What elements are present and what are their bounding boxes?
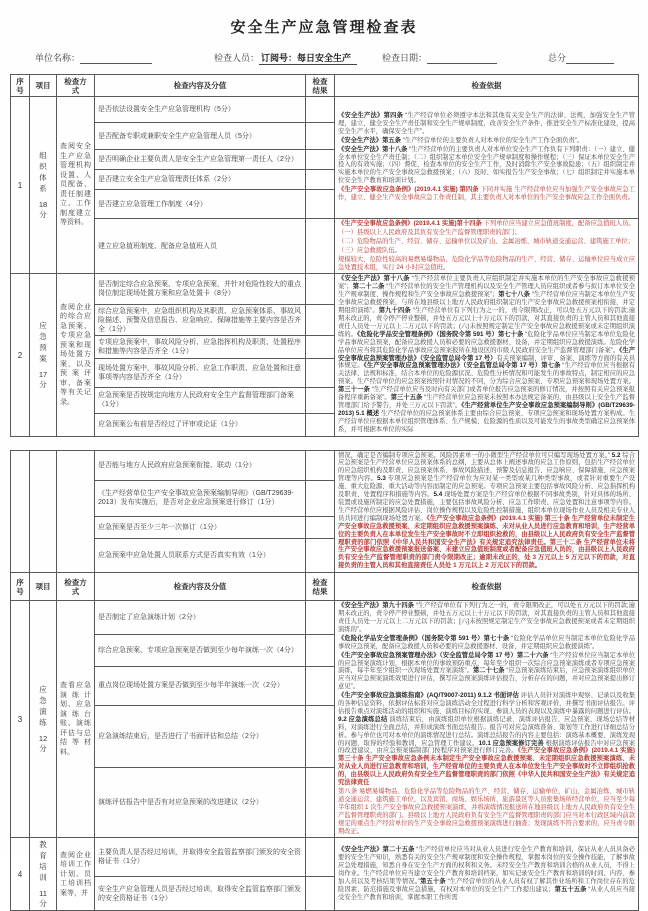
result-cell <box>306 359 335 388</box>
section4-method-cell: 查阅企业培训工作计划、员工培训档案等，并 <box>57 838 95 911</box>
col-header-basis: 检查依据 <box>335 75 639 97</box>
section2-method-cell: 查阅企业的综合应急预案、专项应急预案和现场处置方案，以及预案评审、备案等有关记录。 <box>57 274 95 436</box>
result-cell <box>306 305 335 336</box>
date-field <box>382 51 497 64</box>
check-item-cell: 重点岗位现场处置方案是否做到至少每半年演练一次（2分） <box>95 666 306 705</box>
date-blank <box>427 53 497 64</box>
unit-name-label: 单位名称： <box>35 53 81 63</box>
basis-cell-section3: 《安全生产法》第九十四条 “生产经营单位有下列行为之一的，责令限期改正，可以处五万元以下的罚款;逾期未改正的，责令停产停业整顿，并处五万元以上十万元以下的罚款，对其直接负责的主管人员和其他直接责任人员处一万元以上二万元以下的罚款；[六]未按照规定制定生产安全事故应急救援预案或者未定期组织演练的”。 《危险化学品安全管理条例》（国务院令第 591 号）第七十条 “危险化学品单位应当制定本单位危险化学品事故应急预案，配备应急救援人员和必要的应急救援器材、设备，并定期组织应急救援演练”。 《生产安全事故应急预案管理办法》（安全监管总局令第 17 号）第二十六条 “生产经营单位应当制定本单位的应急预案演练计划，根据本单位的事故预防重点，每年至少组织一次综合应急预案演练或者专项应急预案演练，每半年至少组织一次现场处置方案演练”。第二十七条 “应急预案演练结束后，应急预案演练组织单位应当对应急预案演练效果进行评估，撰写应急预案演练评估报告，分析存在的问题，并对应急预案提出修订意见”。 《生产安全事故应急演练指南》(AQ/T9007-2011) 9.1.2 书面评估 评估人员针对演练中观察、记录以及收集的各种信息资料，依据评估标准对应急演练活动全过程进行科学分析和客观评价，并撰写书面评估报告。评估报告重点对演练活动的组织和实施、演练目标的实现、参演人员的表现以及演练中暴露的问题进行评估。9.2 应急演练总结 演练结束后，由演练组织单位根据演练记录、演练评估报告、应急预案、现场总结等材料，对演练进行全面总结，并形成演练书面总结报告。报告可对应急演练准备、策划等工作进行详细总结分析。参与单位也可对本单位的演练情况进行总结。演练总结报告的内容主要包括：演练基本概要、演练发现的问题，取得的经验和教训，应急管理工作建议。10.1 应急预案修订完善 根据演练评估报告中对应急预案的改进建议，由应急预案编制部门按程序对预案进行修订完善。《生产安全事故应急条例》(2019.4.1 实施) 第三十条 生产安全事故应急条例未本制定生产安全事故应急救援预案、未定期组织应急救援预案演练、未对从业人员进行应急教育和培训，生产经营单位的主要负责人在本单位发生生产安全事故时不立即组织抢救的，由县级以上人民政府负有安全生产监督管理职责的部门依照《中华人民共和国安全生产法》有关规定追究法律责任 第八条 易燃易爆物品、危险化学品等危险物品的生产、经营、储存、运输单位，矿山、金属冶炼、城市轨道交通运营、建筑施工单位，以及宾馆、商场、娱乐场所、旅游景区等人员密集场所经营单位，应当至少每半年组织 1 次生产安全事故应急救援预案演练，并将演练情况报送所在地县级以上地方人民政府负有安全生产监督管理职责的部门。县级以上地方人民政府负有安全生产监督管理职责的部门应当对本行政区域内前款规定的重点生产经营单位的生产安全事故应急救援预案演练进行抽查；发现演练不符合要求的，应当责令限期改正。 <box>335 601 639 838</box>
result-cell <box>306 274 335 305</box>
check-item-cell: 《生产经营单位生产安全事故应急预案编制导则》（GB/T29639-2013）发布实施后，是否对企业应急预案进行修订（1分） <box>95 480 306 516</box>
check-item-cell: 应急演练结束后，是否进行了书面评估和总结（2分） <box>95 705 306 768</box>
result-cell <box>306 539 335 573</box>
result-cell <box>306 480 335 516</box>
section1-project-name: 组织体系 <box>39 151 47 194</box>
check-item-cell: 应急预案公布前是否经过了评审或论证（1分） <box>95 413 306 436</box>
result-cell <box>306 768 335 838</box>
check-item-cell: 专项应急预案中，事故风险分析、应急指挥机构及职责、处置程序和措施等内容是否齐全（1分） <box>95 336 306 359</box>
result-cell <box>306 190 335 219</box>
result-cell <box>306 219 335 274</box>
inspector-label: 检查人员： <box>214 53 260 63</box>
result-cell <box>306 123 335 150</box>
result-cell <box>306 150 335 170</box>
section3-number: 3 <box>11 601 30 838</box>
result-cell <box>306 877 335 911</box>
check-item-cell: 是否能与地方人民政府应急预案衔接、联动（1分） <box>95 450 306 480</box>
result-cell <box>306 705 335 768</box>
check-item-cell: 应急预案是否按规定向地方人民政府安全生产监督管理部门备案（1分） <box>95 387 306 413</box>
unit-name-field <box>35 51 152 64</box>
header-info-line <box>10 51 638 67</box>
check-item-cell: 主要负责人是否经过培训，并取得安全监管监察部门颁发的安全资格证书（1分） <box>95 838 306 877</box>
check-item-cell: 是否配备专职或兼职安全生产应急管理人员（5分） <box>95 123 306 150</box>
result-cell <box>306 170 335 190</box>
basis-cell-section1a: 《安全生产法》第四条 “生产经营单位必须遵守本法和其他有关安全生产的法律、法规，加强安全生产管理，建立、健全安全生产责任制和安全生产规章制度，改善安全生产条件，推进安全生产标准化建设，提高安全生产水平，确保安全生产”。 《安全生产法》第五条 “生产经营单位的主要负责人对本单位的安全生产工作全面负责”。 《安全生产法》第十八条 “生产经营单位的主要负责人对本单位安全生产工作负有下列职责：（一）建立、健全本单位安全生产责任制；（二）组织制定本单位安全生产规章制度和操作规程；（三）保证本单位安全生产投入的有效实施；（四）督促、检查本单位的安全生产工作，及时消除生产安全事故隐患；（五）组织制定并实施本单位的生产安全事故应急救援预案；（六）及时、如实报告生产安全事故；（七）组织制定并实施本单位安全生产教育和培训计划。 《生产安全事故应急条例》(2019.4.1 实施) 第四条 下同并实施 生产经营单位应当加强生产安全事故应急工作，建立、健全生产安全事故应急工作责任制，其主要负责人对本单位的生产安全事故应急工作全面负责。 <box>335 97 639 219</box>
col-header-content: 检查内容及分值 <box>95 573 306 601</box>
section2-project-name: 应急预案 <box>39 321 47 363</box>
table-header-row <box>11 75 639 97</box>
section3-project-name: 应急演练 <box>39 685 47 728</box>
check-item-cell: 演练评估报告中是否有对应急预案的改进建议（2分） <box>95 768 306 838</box>
continuation-project-cell <box>30 450 57 573</box>
table-row <box>11 219 639 274</box>
check-item-cell: 是否制定了应急演练计划（2分） <box>95 601 306 634</box>
section4-project-name: 教育培训 <box>39 840 47 883</box>
section1-project-cell <box>30 97 57 274</box>
page-title: 安全生产应急管理检查表 <box>230 19 418 36</box>
total-score-field <box>548 51 614 64</box>
result-cell <box>306 387 335 413</box>
col-header-item: 项目 <box>30 573 57 601</box>
section4-number: 4 <box>11 838 30 911</box>
result-cell <box>306 634 335 666</box>
table-row <box>11 97 639 123</box>
table-row <box>11 274 639 305</box>
unit-name-blank <box>80 53 152 64</box>
col-header-content: 检查内容及分值 <box>95 75 306 97</box>
result-cell <box>306 450 335 480</box>
check-item-cell: 综合应急预案中，应急组织机构及其职责、应急预案体系、事故风险描述、预警及信息报告、应急响应、保障措施等主要内容是否齐全（1分） <box>95 305 306 336</box>
total-score-blank <box>566 53 614 64</box>
result-cell <box>306 666 335 705</box>
table-row <box>11 838 639 877</box>
table-header-row-2 <box>11 573 639 601</box>
check-item-cell: 现场处置方案中，事故风险分析、应急工作职责、应急处置和注意事项等内容是否齐全（1分） <box>95 359 306 388</box>
col-header-basis: 检查依据 <box>335 573 639 601</box>
col-header-method: 检查方式 <box>57 573 95 601</box>
col-header-result: 检查结果 <box>306 75 335 97</box>
check-item-cell: 应急预案中应急处置人员联系方式是否真实有效（1分） <box>95 539 306 573</box>
date-label: 检查日期： <box>382 53 428 63</box>
col-header-method: 检查方式 <box>57 75 95 97</box>
inspector-value: 订阅号：每日安全生产 <box>259 53 357 65</box>
checklist-table-page2 <box>10 450 639 911</box>
total-score-label: 总分 <box>548 53 567 63</box>
basis-cell-section2-continued: 情况，确定是否编制专项应急预案。风险因素单一的小微型生产经营单位可只编写现场处置方案。” 5.2 综合应急预案是生产经营单位应急预案体系的总纲，主要从总体上阐述事故的应急工作原则，包括生产经营单位的应急组织机构及职责、应急预案体系、事故风险描述、预警及信息报告、应急响应、保障措施、应急预案管理等内容。5.3 专项应急预案是生产经营单位为应对某一类型或某几种类型事故，或者针对重要生产设施、重大危险源、重大活动等内容而制定的应急预案。专项应急预案主要包括事故风险分析、应急指挥机构及职责、处置程序和措施等内容。5.4 现场处置方案是生产经营单位根据不同事故类别，针对具体的场所、装置或设施所制定的应急处置措施，主要包括事故风险分析、应急工作职责、应急处置和注意事项等内容。生产经营单位应根据风险评估、岗位操作规程以及危险性控制措施，组织本单位现场作业人员及相关专业人员共同进行编制现场处置方案。《生产安全事故应急条例》(2019.4.1 实施) 第三十条 生产经营单位未制定生产安全事故应急救援预案、未定期组织应急救援预案演练、未对从业人员进行应急教育和培训，生产经营单位的主要负责人在本单位发生生产安全事故时不立即组织抢救的，由县级以上人民政府负有安全生产监督管理职责的部门依照《中华人民共和国安全生产法》有关规定追究法律责任。第三十二条 生产经营单位未将生产安全事故应急救援预案报送备案、未建立应急值班制度或者配备应急值班人员的，由县级以上人民政府负有安全生产监督管理职责的部门责令限期改正；逾期未改正的，处 3 万元以上 5 万元以下的罚款，对直接负责的主管人员和其他直接责任人员处 1 万元以上 2 万元以下的罚款。 <box>335 450 639 573</box>
section1-project-score: 18分 <box>38 200 48 220</box>
check-item-cell: 是否依法设置安全生产应急管理机构（5分） <box>95 97 306 123</box>
section4-project-score: 11分 <box>39 889 47 909</box>
check-item-cell: 安全生产应急管理人员是否经过培训，取得安全监管监察部门颁发的安全资格证书（1分） <box>95 877 306 911</box>
result-cell <box>306 97 335 123</box>
section4-project-cell <box>30 838 57 911</box>
col-header-no: 序号 <box>11 75 30 97</box>
result-cell <box>306 336 335 359</box>
section2-project-score: 17分 <box>38 370 48 389</box>
continuation-number-cell <box>11 450 30 573</box>
basis-cell-section4: 《安全生产法》第二十五条 “生产经营单位应当对从业人员进行安全生产教育和培训，保证从业人员具备必要的安全生产知识，熟悉有关的安全生产规章制度和安全操作规程，掌握本岗位的安全操作技能，了解事故应急处理措施，知悉自身在安全生产方面的权利和义务。未经安全生产教育和培训合格的从业人员，不得上岗作业。生产经营单位应当建立安全生产教育和培训档案，如实记录安全生产教育和培训的时间、内容、参加人员以及考核结果等情况。”第五十条 “生产经营单位的从业人员有权了解其作业场所和工作岗位存在的危险因素、防范措施及事故应急措施，有权对本单位的安全生产工作提出建议；第五十五条 “从业人员应当接受安全生产教育和培训，掌握本职工作所需 <box>335 838 639 911</box>
check-item-cell: 综合应急预案、专项应急预案是否做到至少每年演练一次（4分） <box>95 634 306 666</box>
result-cell <box>306 601 335 634</box>
checklist-table-page1 <box>10 74 639 437</box>
check-item-cell: 是否建立安全生产应急管理责任体系（2分） <box>95 170 306 190</box>
col-header-result: 检查结果 <box>306 573 335 601</box>
section3-method-cell: 查看应急演练计划、应急演练台账、演练评估与总结等材料。 <box>57 601 95 838</box>
section2-project-cell <box>30 274 57 436</box>
section3-project-cell <box>30 601 57 838</box>
check-item-cell: 建立应急值班制度、配备应急值班人员 <box>95 219 306 274</box>
section2-number: 2 <box>11 274 30 436</box>
check-item-cell: 是否建立应急管理工作制度（4分） <box>95 190 306 219</box>
section1-method-cell: 查阅安全生产应急管理机构设置、人员配备、责任制建立、工作制度建立等资料。 <box>57 97 95 274</box>
section3-project-score: 12分 <box>38 734 48 754</box>
result-cell <box>306 516 335 538</box>
check-item-cell: 是否制定综合应急预案、专项应急预案，并针对危险性较大的重点岗位制定现场处置方案和应急处置卡（8分） <box>95 274 306 305</box>
result-cell <box>306 838 335 877</box>
table-row <box>11 601 639 634</box>
check-item-cell: 应急预案是否至少三年一次修订（1分） <box>95 516 306 538</box>
basis-cell-section1b: 《生产安全事故应急条例》(2019.4.1 实施)第十四条 下列单位应当建立应急值班制度，配备应急值班人员。 （一）县级以上人民政府及其负有安全生产监督管理职责的部门； （二）危险物品的生产、经营、储存、运输单位以及矿山、金属冶炼、城市轨道交通运营、建筑施工单位； （三）应急救援队伍。 规模较大、危险性较高的易燃易爆物品、危险化学品等危险物品的生产、经营、储存、运输单位应当成立应急处置技术组，实行 24 小时应急值班。 <box>335 219 639 274</box>
check-item-cell: 是否明确企业主要负责人是安全生产应急管理第一责任人（2分） <box>95 150 306 170</box>
continuation-method-cell <box>57 450 95 573</box>
col-header-no: 序号 <box>11 573 30 601</box>
basis-cell-section2: 《安全生产法》第十八条 “生产经营单位主要负责人应组织制定并实施本单位的生产安全事故应急救援预案”；第二十二条 “生产经营单位的安全生产管理机构以及安全生产管理人员应组织或者参与拟订本单位安全生产规章制度、操作规程和生产安全事故应急救援预案”；第七十八条 “生产经营单位应当制定本单位生产安全事故应急救援预案，与所在地县级以上地方人民政府组织制定的生产安全事故应急救援预案相衔接，并定期组织演练”。第九十四条 “生产经营单位有下列行为之一的，责令限期改正，可以处五万元以下的罚款;逾期未改正的，责令停产停业整顿，并处五万元以上十万元以下的罚款，对其直接负责的主管人员和其他直接责任人员处一万元以上二万元以下的罚款；(六)未按照规定制定生产安全事故应急救援预案或未定期组织演练的。《危险化学品安全管理条例》（国务院令第 591 号）第七十条 “危险化学品单位应当制定本单位危险化学品事故应急预案，配备应急救援人员和必要的应急救援器材、设备，并定期组织应急救援演练。危险化学品单位应当将其危险化学品事故应急预案报所在地设区的市级人民政府安全生产监督管理部门备案”。《生产安全事故应急预案管理办法》（安全监管总局令第 17 号）有关预案编制、评审、备案、演练等方面的有关具体规定。《生产安全事故应急预案管理办法》（安全监管总局令第 17 号）第七条 “生产经营单位应当根据有关法律、法规和标准，结合本单位的危险源状况、危险性分析情况和可能发生的事故特点，制定相应的应急预案。生产经营单位的应急预案按照针对情况的不同，分为综合应急预案、专项应急预案和现场处置方案。第三十一条 “生产经营单位应当及时向有关部门或者单位报告应急预案的修订情况，并按照有关应急预案报备程序重新备案”。第三十五条 “生产经营单位应急预案未按照本办法规定备案的，由县级以上安全生产监督管理部门给予警告，并处三万元以下罚款”。《生产经营单位生产安全事故应急预案编制导则》(GB/T29639-2013) 5.1 概述 生产经营单位的应急预案体系主要由综合应急预案、专项应急预案和现场处置方案构成。生产经营单位应根据本单位组织管理体系、生产规模、危险源的性质以及可能发生的事故类型确定应急预案体系，并可根据本单位的实际 <box>335 274 639 436</box>
inspector-field <box>214 51 357 64</box>
col-header-item: 项目 <box>30 75 57 97</box>
table-row <box>11 450 639 480</box>
result-cell <box>306 413 335 436</box>
section1-number: 1 <box>11 97 30 274</box>
